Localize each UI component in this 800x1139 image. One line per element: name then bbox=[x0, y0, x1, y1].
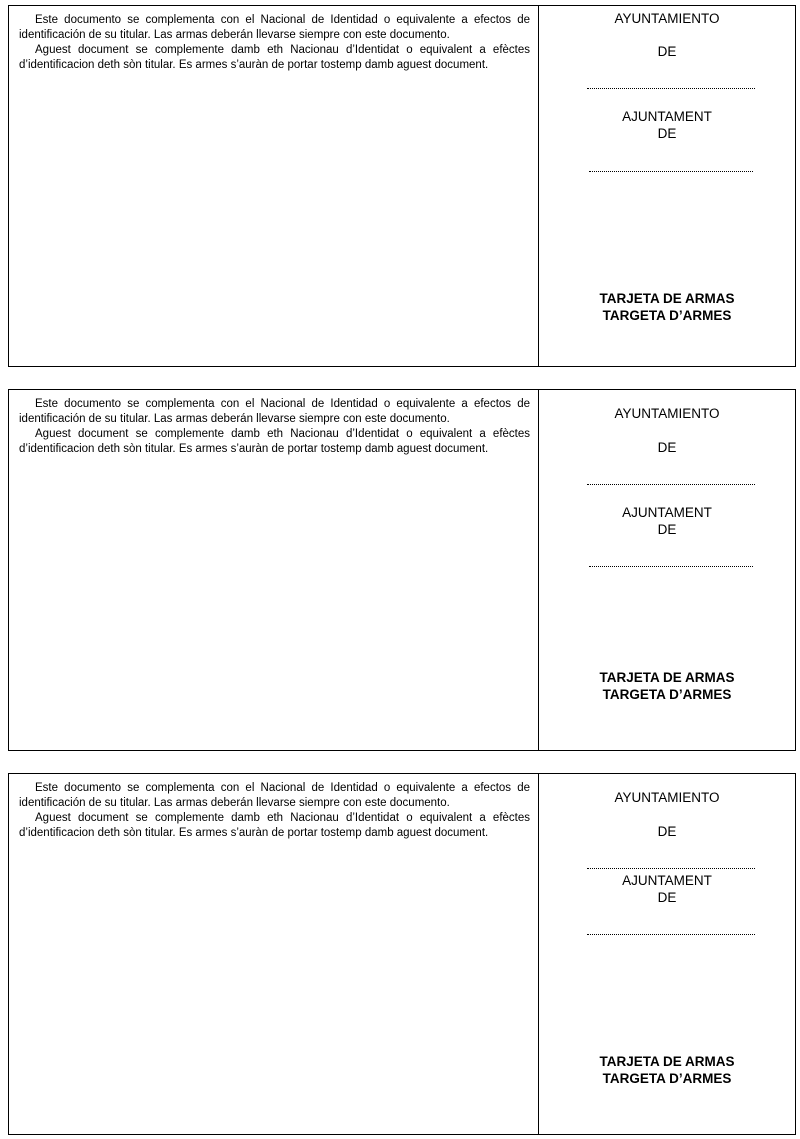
ayuntamiento-label: AYUNTAMIENTO bbox=[614, 11, 720, 26]
notice-paragraph-oc: Aguest document se complemente damb eth Nacionau d’Identidat o equivalent a efèctes d’identificacion deth sòn titular. Es armes s’auràn de portar tostemp damb aguest document. bbox=[19, 44, 530, 71]
notice-paragraph-es: Este documento se complementa con el Nacional de Identidad o equivalente a efectos de identificación de su titular. Las armas deberán llevarse siempre con este documento. bbox=[19, 14, 530, 41]
municipality-blank-es bbox=[587, 868, 755, 869]
notice-paragraph-es: Este documento se complementa con el Nacional de Identidad o equivalente a efectos de identificación de su titular. Las armas deberán llevarse siempre con este documento. bbox=[19, 398, 530, 425]
ajuntament-label: AJUNTAMENT bbox=[622, 109, 712, 124]
de-label-oc: DE bbox=[657, 890, 677, 905]
de-label-es: DE bbox=[657, 440, 677, 455]
ayuntamiento-label: AYUNTAMIENTO bbox=[614, 406, 720, 421]
notice-paragraph-oc: Aguest document se complemente damb eth Nacionau d’Identidat o equivalent a efèctes d’identificacion deth sòn titular. Es armes s’auràn de portar tostemp damb aguest document. bbox=[19, 812, 530, 839]
card-title-es: TARJETA DE ARMAS bbox=[599, 1054, 735, 1069]
card-title-oc: TARGETA D’ARMES bbox=[602, 687, 732, 702]
municipality-blank-oc bbox=[589, 566, 753, 567]
ayuntamiento-label: AYUNTAMIENTO bbox=[614, 790, 720, 805]
card-title-oc: TARGETA D’ARMES bbox=[602, 1071, 732, 1086]
weapons-card-1 bbox=[8, 5, 796, 367]
card-notice-text bbox=[9, 6, 539, 366]
card-header-panel bbox=[539, 774, 795, 1134]
municipality-blank-es bbox=[587, 88, 755, 89]
de-label-es: DE bbox=[657, 824, 677, 839]
de-label-es: DE bbox=[657, 44, 677, 59]
municipality-blank-oc bbox=[587, 934, 755, 935]
card-title-oc: TARGETA D’ARMES bbox=[602, 308, 732, 323]
ajuntament-label: AJUNTAMENT bbox=[622, 505, 712, 520]
card-notice-text bbox=[9, 390, 539, 750]
de-label-oc: DE bbox=[657, 522, 677, 537]
card-title-es: TARJETA DE ARMAS bbox=[599, 291, 735, 306]
card-notice-text bbox=[9, 774, 539, 1134]
weapons-card-2 bbox=[8, 389, 796, 751]
card-header-panel bbox=[539, 390, 795, 750]
notice-paragraph-oc: Aguest document se complemente damb eth Nacionau d’Identidat o equivalent a efèctes d’identificacion deth sòn titular. Es armes s’auràn de portar tostemp damb aguest document. bbox=[19, 428, 530, 455]
ajuntament-label: AJUNTAMENT bbox=[622, 873, 712, 888]
municipality-blank-es bbox=[587, 484, 755, 485]
weapons-card-3 bbox=[8, 773, 796, 1135]
municipality-blank-oc bbox=[589, 171, 753, 172]
de-label-oc: DE bbox=[657, 126, 677, 141]
notice-paragraph-es: Este documento se complementa con el Nacional de Identidad o equivalente a efectos de identificación de su titular. Las armas deberán llevarse siempre con este documento. bbox=[19, 782, 530, 809]
card-header-panel bbox=[539, 6, 795, 366]
card-title-es: TARJETA DE ARMAS bbox=[599, 670, 735, 685]
